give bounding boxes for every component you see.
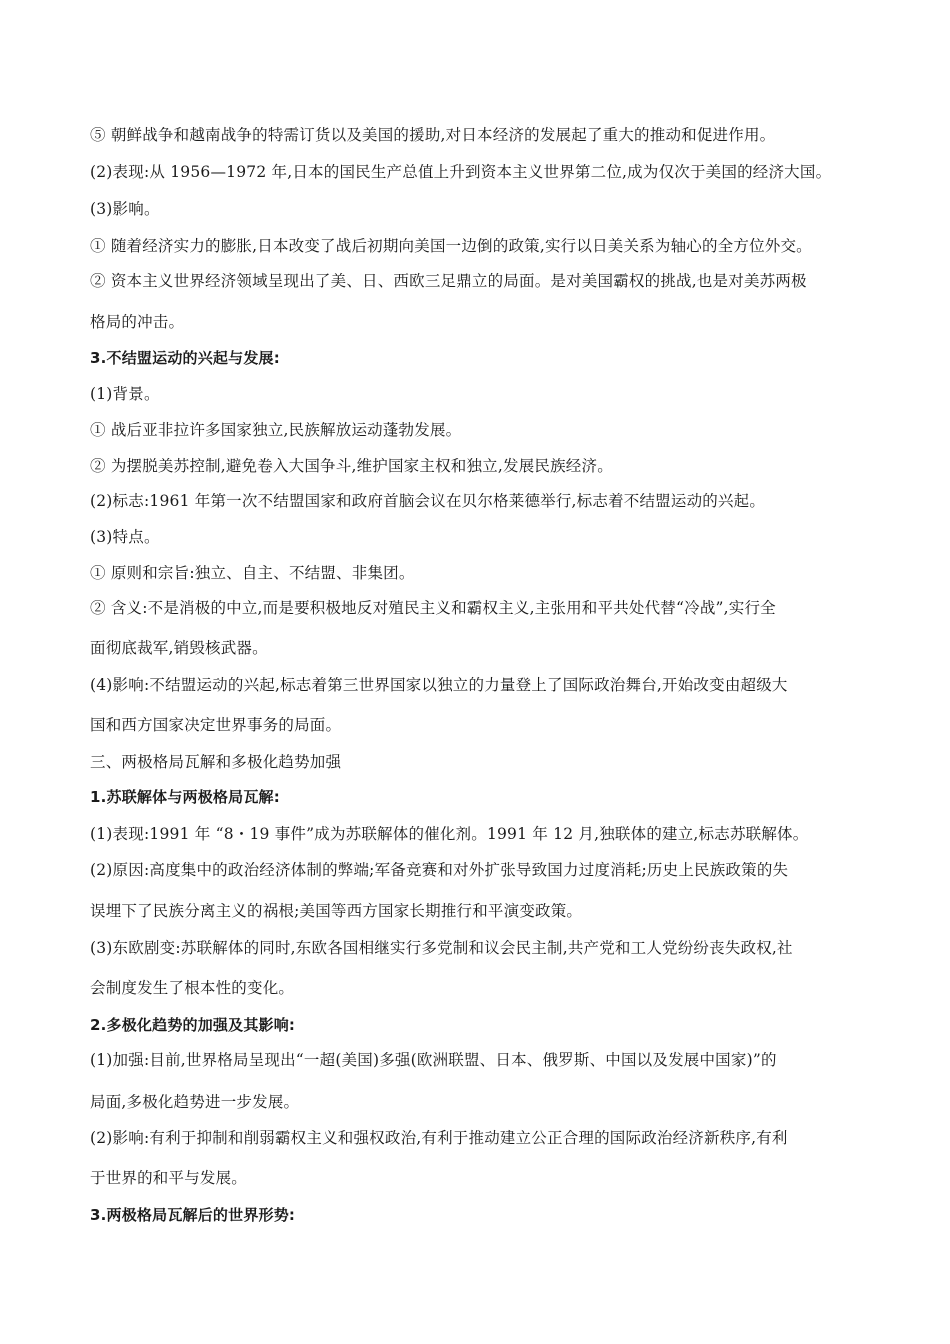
paragraph-line: ① 随着经济实力的膨胀,日本改变了战后初期向美国一边倒的政策,实行以日美关系为轴心的全方位外交。 bbox=[90, 237, 812, 255]
paragraph-line: (4)影响:不结盟运动的兴起,标志着第三世界国家以独立的力量登上了国际政治舞台,开始改变由超级大 bbox=[90, 676, 788, 694]
paragraph-line: (2)表现:从 1956—1972 年,日本的国民生产总值上升到资本主义世界第二位,成为仅次于美国的经济大国。 bbox=[90, 163, 832, 181]
paragraph-line: 于世界的和平与发展。 bbox=[90, 1169, 248, 1187]
paragraph-line: 面彻底裁军,销毁核武器。 bbox=[90, 639, 268, 657]
paragraph-line: (1)背景。 bbox=[90, 385, 160, 403]
paragraph-line: ② 含义:不是消极的中立,而是要积极地反对殖民主义和霸权主义,主张用和平共处代替“冷战”,实行全 bbox=[90, 599, 776, 617]
paragraph-line: 格局的冲击。 bbox=[90, 313, 185, 331]
paragraph-line: (3)影响。 bbox=[90, 200, 160, 218]
paragraph-line: (1)表现:1991 年 “8・19 事件”成为苏联解体的催化剂。1991 年 12 月,独联体的建立,标志苏联解体。 bbox=[90, 825, 809, 843]
paragraph-line: 国和西方国家决定世界事务的局面。 bbox=[90, 716, 342, 734]
paragraph-line: (2)影响:有利于抑制和削弱霸权主义和强权政治,有利于推动建立公正合理的国际政治经济新秩序,有利 bbox=[90, 1129, 788, 1147]
section-heading: 3.两极格局瓦解后的世界形势: bbox=[90, 1206, 296, 1224]
paragraph-line: (2)标志:1961 年第一次不结盟国家和政府首脑会议在贝尔格莱德举行,标志着不结盟运动的兴起。 bbox=[90, 492, 766, 510]
paragraph-line: (3)特点。 bbox=[90, 528, 160, 546]
section-heading: 3.不结盟运动的兴起与发展: bbox=[90, 349, 280, 367]
paragraph-line: 会制度发生了根本性的变化。 bbox=[90, 979, 295, 997]
section-heading: 1.苏联解体与两极格局瓦解: bbox=[90, 788, 280, 806]
section-title: 三、两极格局瓦解和多极化趋势加强 bbox=[90, 753, 342, 771]
paragraph-line: 局面,多极化趋势进一步发展。 bbox=[90, 1093, 300, 1111]
paragraph-line: ① 战后亚非拉许多国家独立,民族解放运动蓬勃发展。 bbox=[90, 421, 462, 439]
paragraph-line: (3)东欧剧变:苏联解体的同时,东欧各国相继实行多党制和议会民主制,共产党和工人党纷纷丧失政权,社 bbox=[90, 939, 793, 957]
paragraph-line: 误埋下了民族分离主义的祸根;美国等西方国家长期推行和平演变政策。 bbox=[90, 902, 583, 920]
paragraph-line: ② 为摆脱美苏控制,避免卷入大国争斗,维护国家主权和独立,发展民族经济。 bbox=[90, 457, 613, 475]
paragraph-line: ① 原则和宗旨:独立、自主、不结盟、非集团。 bbox=[90, 564, 415, 582]
paragraph-line: (2)原因:高度集中的政治经济体制的弊端;军备竞赛和对外扩张导致国力过度消耗;历史上民族政策的失 bbox=[90, 861, 789, 879]
paragraph-line: ② 资本主义世界经济领域呈现出了美、日、西欧三足鼎立的局面。是对美国霸权的挑战,也是对美苏两极 bbox=[90, 272, 807, 290]
section-heading: 2.多极化趋势的加强及其影响: bbox=[90, 1016, 296, 1034]
paragraph-line: (1)加强:目前,世界格局呈现出“一超(美国)多强(欧洲联盟、日本、俄罗斯、中国以及发展中国家)”的 bbox=[90, 1051, 777, 1069]
paragraph-line: ⑤ 朝鲜战争和越南战争的特需订货以及美国的援助,对日本经济的发展起了重大的推动和促进作用。 bbox=[90, 126, 776, 144]
